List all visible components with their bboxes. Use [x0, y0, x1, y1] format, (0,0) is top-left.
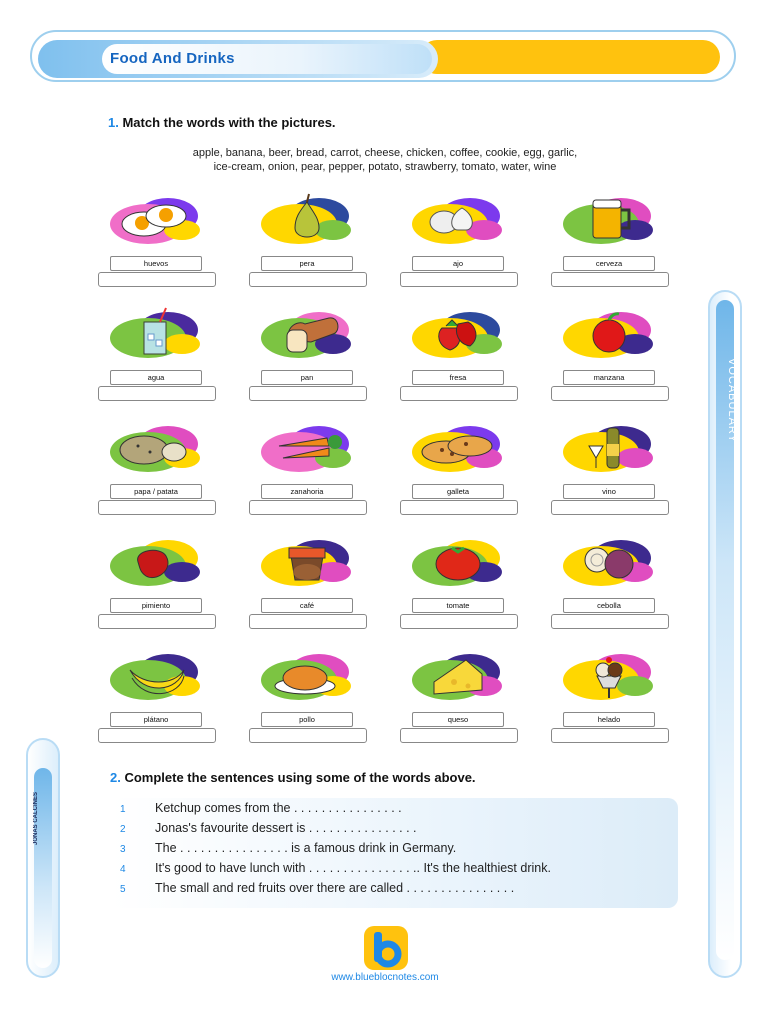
answer-field[interactable]	[400, 386, 518, 401]
sentence-2	[120, 821, 417, 835]
coffee-icon	[255, 532, 359, 592]
picture-item	[400, 532, 520, 642]
answer-field[interactable]	[551, 500, 669, 515]
spanish-word-label: ajo	[412, 256, 504, 271]
spanish-word-label: huevos	[110, 256, 202, 271]
picture-item	[249, 190, 369, 300]
answer-field[interactable]	[400, 614, 518, 629]
picture-item	[400, 304, 520, 414]
spanish-word-label: manzana	[563, 370, 655, 385]
website-url: www.blueblocnotes.com	[331, 972, 439, 983]
spanish-word-label: pollo	[261, 712, 353, 727]
egg-icon	[104, 190, 208, 250]
answer-field[interactable]	[98, 614, 216, 629]
sentence-3	[120, 841, 456, 855]
picture-item	[98, 418, 218, 528]
strawberry-icon	[406, 304, 510, 364]
page-title: Food And Drinks	[110, 50, 235, 67]
sentence-text: Ketchup comes from the . . . . . . . . . . . . . . . .	[155, 801, 402, 815]
answer-field[interactable]	[400, 728, 518, 743]
potato-icon	[104, 418, 208, 478]
sentence-1	[120, 801, 402, 815]
spanish-word-label: papa / patata	[110, 484, 202, 499]
picture-item	[551, 304, 671, 414]
spanish-word-label: galleta	[412, 484, 504, 499]
sentence-number: 3	[120, 844, 126, 855]
vocabulary-label: VOCABULARY	[726, 357, 738, 443]
sentence-number: 4	[120, 864, 126, 875]
section1-number: 1.	[108, 115, 119, 130]
answer-field[interactable]	[551, 386, 669, 401]
answer-field[interactable]	[98, 386, 216, 401]
pepper-icon	[104, 532, 208, 592]
sentence-number: 2	[120, 824, 126, 835]
word-list-line-1: apple, banana, beer, bread, carrot, cheese, chicken, coffee, cookie, egg, garlic,	[192, 147, 578, 159]
garlic-icon	[406, 190, 510, 250]
section2-number: 2.	[110, 770, 121, 785]
answer-field[interactable]	[249, 500, 367, 515]
tomato-icon	[406, 532, 510, 592]
picture-item	[98, 532, 218, 642]
answer-field[interactable]	[98, 728, 216, 743]
picture-item	[249, 646, 369, 756]
spanish-word-label: fresa	[412, 370, 504, 385]
word-list	[100, 146, 670, 174]
sentence-text: The small and red fruits over there are called . . . . . . . . . . . . . . . .	[155, 881, 515, 895]
spanish-word-label: cerveza	[563, 256, 655, 271]
picture-item	[400, 190, 520, 300]
pear-icon	[255, 190, 359, 250]
answer-field[interactable]	[98, 500, 216, 515]
picture-item	[249, 304, 369, 414]
section2-heading	[110, 770, 476, 785]
picture-item	[551, 190, 671, 300]
picture-item	[551, 646, 671, 756]
picture-item	[98, 646, 218, 756]
answer-field[interactable]	[400, 500, 518, 515]
water-icon	[104, 304, 208, 364]
spanish-word-label: pera	[261, 256, 353, 271]
bread-icon	[255, 304, 359, 364]
spanish-word-label: café	[261, 598, 353, 613]
cheese-icon	[406, 646, 510, 706]
sentence-5	[120, 881, 514, 895]
sentence-text: Jonas's favourite dessert is . . . . . . . . . . . . . . . .	[155, 821, 417, 835]
section1-title: Match the words with the pictures.	[122, 115, 336, 130]
spanish-word-label: vino	[563, 484, 655, 499]
author-label: JONAS CALCINES	[33, 791, 39, 845]
apple-icon	[557, 304, 661, 364]
answer-field[interactable]	[249, 728, 367, 743]
picture-item	[98, 190, 218, 300]
answer-field[interactable]	[551, 728, 669, 743]
picture-item	[400, 646, 520, 756]
blueblocnotes-logo	[364, 926, 408, 970]
answer-field[interactable]	[249, 614, 367, 629]
spanish-word-label: pan	[261, 370, 353, 385]
chicken-icon	[255, 646, 359, 706]
answer-field[interactable]	[98, 272, 216, 287]
spanish-word-label: zanahoria	[261, 484, 353, 499]
cookie-icon	[406, 418, 510, 478]
spanish-word-label: tomate	[412, 598, 504, 613]
spanish-word-label: queso	[412, 712, 504, 727]
picture-item	[249, 532, 369, 642]
picture-item	[551, 532, 671, 642]
answer-field[interactable]	[551, 614, 669, 629]
picture-item	[551, 418, 671, 528]
beer-icon	[557, 190, 661, 250]
sentence-text: The . . . . . . . . . . . . . . . . is a famous drink in Germany.	[155, 841, 457, 855]
sentence-text: It's good to have lunch with . . . . . . . . . . . . . . . .. It's the healthiest drink.	[155, 861, 551, 875]
spanish-word-label: agua	[110, 370, 202, 385]
spanish-word-label: cebolla	[563, 598, 655, 613]
answer-field[interactable]	[249, 386, 367, 401]
banana-icon	[104, 646, 208, 706]
wine-icon	[557, 418, 661, 478]
logo-b-icon	[364, 926, 408, 970]
spanish-word-label: helado	[563, 712, 655, 727]
onion-icon	[557, 532, 661, 592]
carrot-icon	[255, 418, 359, 478]
picture-item	[98, 304, 218, 414]
answer-field[interactable]	[249, 272, 367, 287]
spanish-word-label: plátano	[110, 712, 202, 727]
section2-title: Complete the sentences using some of the words above.	[124, 770, 476, 785]
sentence-number: 1	[120, 804, 126, 815]
section1-heading	[108, 115, 336, 130]
answer-field[interactable]	[551, 272, 669, 287]
sentence-4	[120, 861, 551, 875]
spanish-word-label: pimiento	[110, 598, 202, 613]
word-list-line-2: ice-cream, onion, pear, pepper, potato, strawberry, tomato, water, wine	[213, 161, 557, 173]
answer-field[interactable]	[400, 272, 518, 287]
ice-cream-icon	[557, 646, 661, 706]
sentence-number: 5	[120, 884, 126, 895]
picture-item	[249, 418, 369, 528]
picture-item	[400, 418, 520, 528]
